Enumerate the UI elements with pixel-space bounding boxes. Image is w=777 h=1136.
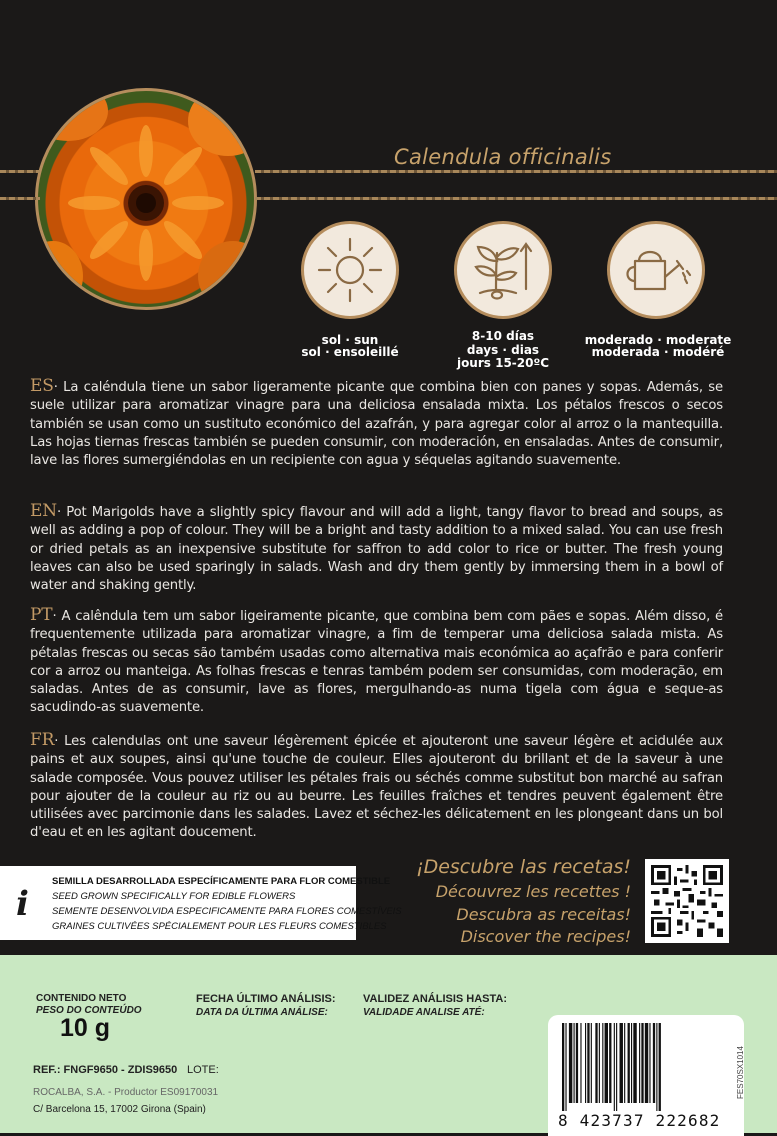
sun-caption-line-1: sol · sun bbox=[321, 333, 379, 347]
paragraph-es bbox=[30, 377, 723, 470]
info-line-en: SEED GROWN SPECIFICALLY FOR EDIBLE FLOWERS bbox=[52, 891, 296, 902]
paragraph-pt bbox=[30, 606, 723, 718]
recipes-cta-pt[interactable]: Descubra as receitas! bbox=[456, 905, 631, 924]
paragraph-fr bbox=[30, 731, 723, 843]
analysis-date-label-pt: DATA DA ÚLTIMA ANÁLISE: bbox=[196, 1007, 328, 1018]
sun-caption-line-2: sol · ensoleillé bbox=[301, 345, 399, 359]
gold-ribbon-top-right bbox=[255, 170, 777, 173]
net-content-value: 10 g bbox=[60, 1014, 111, 1042]
net-content-label-es: CONTENIDO NETO bbox=[36, 993, 127, 1004]
germination-caption-line-2: days · dias bbox=[466, 342, 540, 357]
species-name: Calendula officinalis bbox=[394, 145, 612, 169]
barcode-number: 8 423737 222682 bbox=[558, 1111, 721, 1130]
watering-caption-line-1: moderado · moderate bbox=[584, 333, 732, 347]
paragraph-fr-text: · Les calendulas ont une saveur légèrement épicée et ajouteront une saveur légère et acidulée aux pains et aux soupes, ainsi qu'une touche de couleur. Elles ajouteront du brillant et de la saveur à une salade composée. Vous pouvez utiliser les pétales frais ou séchés comme substitut bon marché au safran pour ajouter de la couleur au riz ou au beurre. Les feuilles fraîches et tendres peuvent également être utilisées avec parcimonie dans les salades. Lavez et séchez-les délicatement en les plongeant dans un bol d'eau et en les agitant doucement. bbox=[30, 734, 723, 841]
lang-code-fr: FR bbox=[30, 730, 55, 750]
info-line-pt: SEMENTE DESENVOLVIDA ESPECIFICAMENTE PARA FLORES COMESTÍVEIS bbox=[52, 906, 402, 917]
gold-ribbon-bottom-right bbox=[255, 197, 777, 200]
edible-seed-info-box bbox=[0, 866, 402, 940]
info-line-es: SEMILLA DESARROLLADA ESPECÍFICAMENTE PARA FLOR COMESTIBLE bbox=[52, 876, 391, 887]
recipes-cta-fr[interactable]: Découvrez les recettes ! bbox=[435, 882, 631, 901]
germination-caption-line-1: 8-10 días bbox=[471, 329, 535, 343]
recipes-cta-en[interactable]: Discover the recipes! bbox=[460, 927, 631, 946]
reference-code: REF.: FNGF9650 - ZDIS9650 bbox=[33, 1064, 178, 1076]
lang-code-pt: PT bbox=[30, 605, 53, 625]
sun-icon bbox=[301, 221, 399, 319]
watering-can-icon bbox=[607, 221, 705, 319]
watering-caption-line-2: moderada · modéré bbox=[591, 345, 725, 359]
info-icon: i bbox=[16, 884, 29, 924]
paragraph-es-text: · La caléndula tiene un sabor ligeramente picante que combina bien con panes y sopas. Además, se suele utilizar para aromatizar vinagre para una deliciosa ensalada mixta. Los pétalos frescos o secos también se usan como un sustituto económico del azafrán, y para agregar color al arroz o la mantequilla. Las hojas tiernas frescas también se pueden consumir, con moderación, en ensaladas. Antes de consumir, lave las flores sumergiéndolas en un recipiente con agua y séquelas agitando suavemente. bbox=[30, 380, 723, 469]
side-code-text: FES70SX1014 bbox=[735, 1046, 745, 1099]
company-address: C/ Barcelona 15, 17002 Girona (Spain) bbox=[33, 1104, 206, 1115]
qr-code[interactable] bbox=[645, 859, 729, 943]
lang-code-es: ES bbox=[30, 376, 54, 396]
gold-ribbon-bottom-left bbox=[0, 197, 40, 200]
barcode bbox=[548, 1015, 744, 1136]
calendula-flower-photo bbox=[35, 88, 257, 310]
sun-caption bbox=[292, 334, 408, 358]
lot-label: LOTE: bbox=[187, 1064, 219, 1076]
info-line-fr: GRAINES CULTIVÉES SPÉCIALEMENT POUR LES FLEURS COMESTIBLES bbox=[52, 921, 387, 932]
gold-ribbon-top bbox=[0, 170, 40, 173]
paragraph-en-text: · Pot Marigolds have a slightly spicy flavour and will add a light, tangy flavor to bread and soups, as well as adding a pop of colour. They will be a bright and tasty addition to a mixed salad. You can use fresh or dried petals as an inexpensive substitute for saffron to add color to rice or butter. The fresh young leaves can also be used sparingly in salads. Wash and dry them gently by immersing them in a bowl of water and shaking gently. bbox=[30, 505, 723, 594]
paragraph-pt-text: · A calêndula tem um sabor ligeiramente picante, que combina bem com pães e sopas. Além disso, é frequentemente utilizada para aromatizar vinagre, a fim de temperar uma deliciosa salada mista. As pétalas frescas ou secas são também usadas como alternativa mais económica ao açafrão e para conferir cor a arroz ou manteiga. As folhas frescas e tenras também podem ser consumidas, com moderação, em saladas. Antes de as consumir, lave as flores, mergulhando-as numa tigela com água e seque-as sacudindo-as suavemente. bbox=[30, 609, 723, 716]
germination-caption-line-3: jours 15-20ºC bbox=[456, 356, 550, 370]
germination-caption bbox=[445, 330, 561, 371]
watering-caption bbox=[578, 334, 738, 358]
validity-label-es: VALIDEZ ANÁLISIS HASTA: bbox=[363, 993, 508, 1005]
validity-label-pt: VALIDADE ANALISE ATÉ: bbox=[363, 1007, 485, 1018]
side-code bbox=[735, 1020, 772, 1135]
paragraph-en bbox=[30, 502, 723, 595]
analysis-date-label-es: FECHA ÚLTIMO ANÁLISIS: bbox=[196, 993, 336, 1005]
net-content-label-pt: PESO DO CONTEÚDO bbox=[36, 1005, 142, 1016]
recipes-cta-es[interactable]: ¡Descubre las recetas! bbox=[415, 856, 631, 878]
producer-name: ROCALBA, S.A. - Productor ES09170031 bbox=[33, 1087, 219, 1098]
lang-code-en: EN bbox=[30, 501, 57, 521]
germination-icon bbox=[454, 221, 552, 319]
